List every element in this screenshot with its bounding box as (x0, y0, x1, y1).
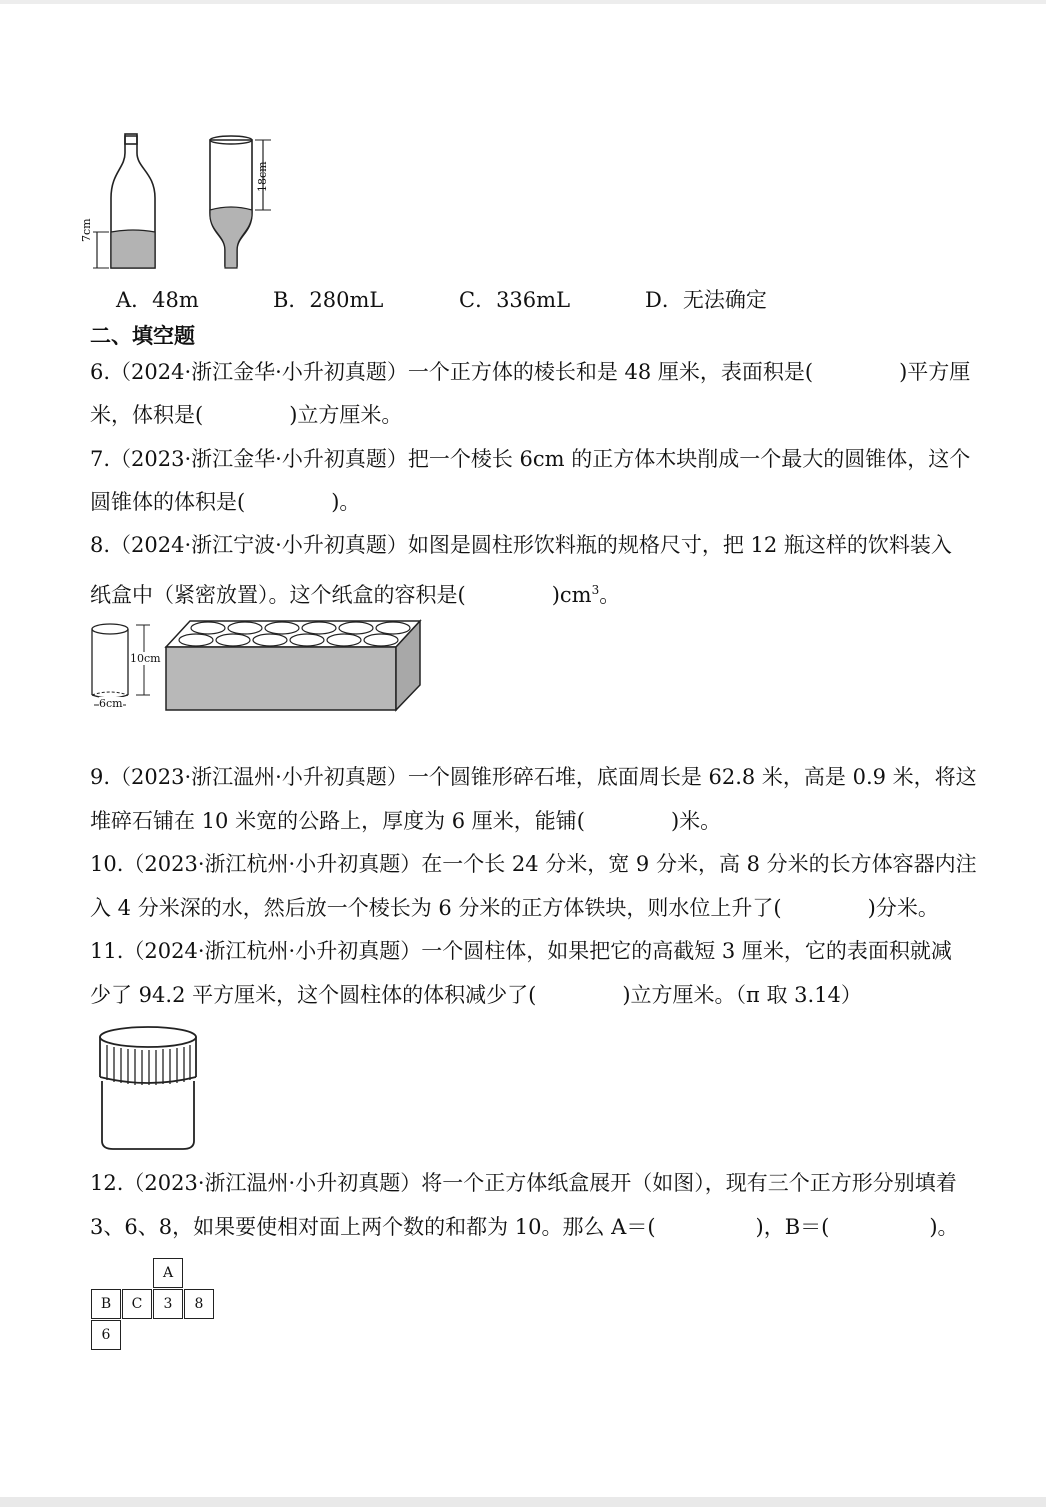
label-18cm: 18cm (256, 161, 269, 192)
q7-line2: 圆锥体的体积是( )。 (90, 490, 361, 514)
net-cell-8: 8 (184, 1289, 214, 1319)
net-cell-6: 6 (91, 1320, 121, 1350)
q6-line1: 6.（2024·浙江金华·小升初真题）一个正方体的棱长和是 48 厘米，表面积是( )平方厘 (90, 360, 971, 384)
q12-line2: 3、6、8，如果要使相对面上两个数的和都为 10。那么 A＝( )，B＝( )。 (90, 1215, 959, 1239)
option-a: A．48m (116, 288, 199, 312)
q9-line2: 堆碎石铺在 10 米宽的公路上，厚度为 6 厘米，能铺( )米。 (90, 809, 722, 833)
q9-line1: 9.（2023·浙江温州·小升初真题）一个圆锥形碎石堆，底面周长是 62.8 米，高是 0.9 米，将这 (90, 765, 977, 789)
section-title: 二、填空题 (90, 324, 195, 348)
bottle-box-figure (88, 615, 428, 715)
option-c: C．336mL (459, 288, 571, 312)
top-border (0, 0, 1046, 4)
q10-line2: 入 4 分米深的水，然后放一个棱长为 6 分米的正方体铁块，则水位上升了( )分米。 (90, 896, 939, 920)
net-cell-b: B (91, 1289, 121, 1319)
label-10cm: 10cm (130, 652, 161, 665)
q11-line2: 少了 94.2 平方厘米，这个圆柱体的体积减少了( )立方厘米。（π 取 3.14） (90, 983, 862, 1007)
net-cell-3: 3 (153, 1289, 183, 1319)
option-d: D．无法确定 (645, 288, 767, 312)
q12-line1: 12.（2023·浙江温州·小升初真题）将一个正方体纸盒展开（如图），现有三个正方形分别填着 (90, 1171, 957, 1195)
q6-line2: 米，体积是( )立方厘米。 (90, 403, 403, 427)
option-b: B．280mL (273, 288, 384, 312)
q7-line1: 7.（2023·浙江金华·小升初真题）把一个棱长 6cm 的正方体木块削成一个最大的圆锥体，这个 (90, 447, 971, 471)
bottles-figure (85, 128, 285, 278)
q10-line1: 10.（2023·浙江杭州·小升初真题）在一个长 24 分米，宽 9 分米，高 8 分米的长方体容器内注 (90, 852, 977, 876)
q11-line1: 11.（2024·浙江杭州·小升初真题）一个圆柱体，如果把它的高截短 3 厘米，它的表面积就减 (90, 939, 952, 963)
q8-line2: 纸盒中（紧密放置）。这个纸盒的容积是( )$cm^3$。 (90, 583, 621, 607)
q8-line1: 8.（2024·浙江宁波·小升初真题）如图是圆柱形饮料瓶的规格尺寸，把 12 瓶这样的饮料装入 (90, 533, 952, 557)
label-7cm: 7cm (80, 218, 93, 242)
label-6cm: 6cm (99, 697, 123, 710)
jar-figure (93, 1023, 203, 1153)
bottom-border (0, 1497, 1046, 1507)
net-cell-c: C (122, 1289, 152, 1319)
net-cell-a: A (153, 1258, 183, 1288)
